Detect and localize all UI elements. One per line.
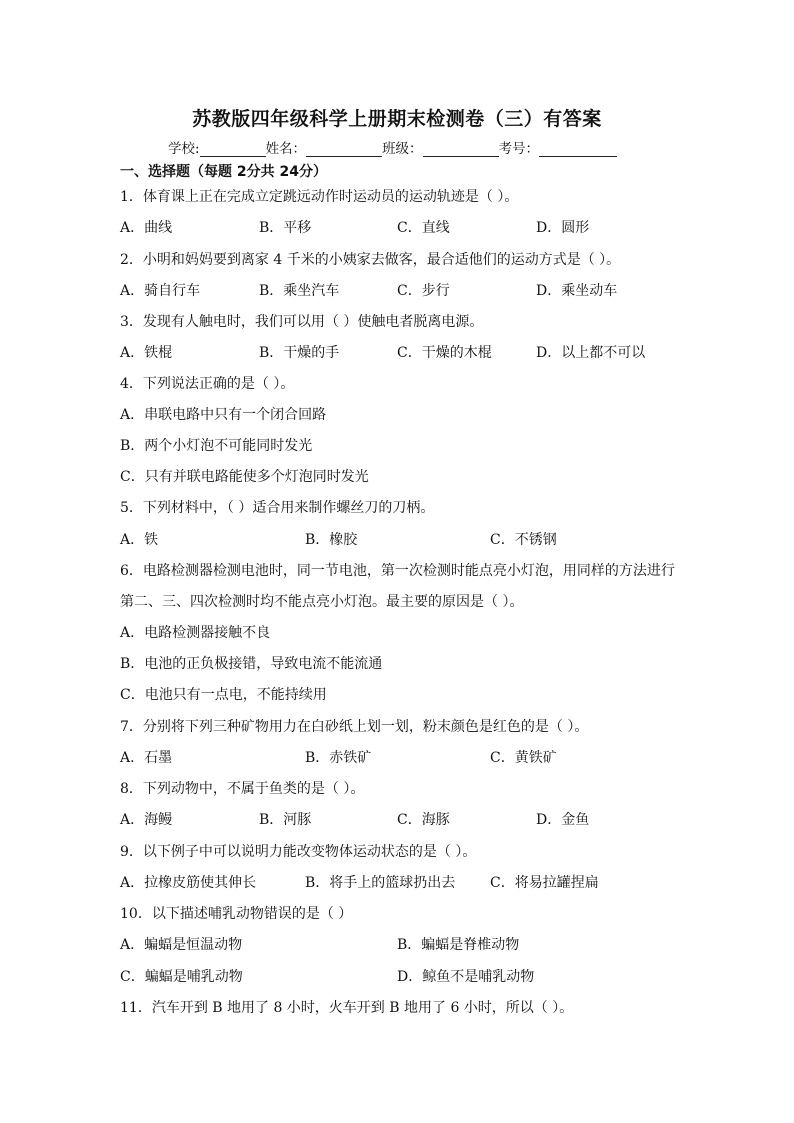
- option-2a[interactable]: A．骑自行车: [120, 283, 201, 299]
- option-10b[interactable]: B．蝙蝠是脊椎动物: [397, 937, 520, 953]
- option-7b[interactable]: B．赤铁矿: [305, 750, 372, 766]
- question-1: 1．体育课上正在完成立定跳远动作时运动员的运动轨迹是（ ）。: [120, 189, 519, 205]
- class-label: 班级：: [382, 141, 423, 157]
- option-9a[interactable]: A．拉橡皮筋使其伸长: [120, 875, 257, 891]
- question-10: 10．以下描述哺乳动物错误的是（ ）: [120, 906, 353, 922]
- option-2c[interactable]: C．步行: [397, 283, 450, 299]
- question-6-cont: 第二、三、四次检测时均不能点亮小灯泡。最主要的原因是（ ）。: [120, 594, 524, 610]
- option-9b[interactable]: B．将手上的篮球扔出去: [305, 875, 456, 891]
- option-9c[interactable]: C．将易拉罐捏扁: [490, 875, 599, 891]
- question-5: 5．下列材料中，（ ）适合用来制作螺丝刀的刀柄。: [120, 500, 435, 516]
- option-8c[interactable]: C．海豚: [397, 812, 450, 828]
- option-3b[interactable]: B．干燥的手: [259, 345, 340, 361]
- option-8d[interactable]: D．金鱼: [536, 812, 590, 828]
- option-2b[interactable]: B．乘坐汽车: [259, 283, 340, 299]
- exam-no-blank[interactable]: [539, 142, 617, 157]
- option-3a[interactable]: A．铁棍: [120, 345, 173, 361]
- option-10a[interactable]: A．蝙蝠是恒温动物: [120, 937, 243, 953]
- option-5b[interactable]: B．橡胶: [305, 532, 358, 548]
- question-7: 7．分别将下列三种矿物用力在白砂纸上划一划，粉末颜色是红色的是（ ）。: [120, 719, 589, 735]
- question-3: 3．发现有人触电时，我们可以用（ ）使触电者脱离电源。: [120, 314, 484, 330]
- question-11: 11．汽车开到 B 地用了 8 小时，火车开到 B 地用了 6 小时，所以（ ）。: [120, 1000, 574, 1016]
- option-5a[interactable]: A．铁: [120, 532, 159, 548]
- question-4: 4．下列说法正确的是（ ）。: [120, 376, 295, 392]
- question-6: 6．电路检测器检测电池时，同一节电池，第一次检测时能点亮小灯泡，用同样的方法进行: [120, 563, 675, 579]
- option-3c[interactable]: C．干燥的木棍: [397, 345, 492, 361]
- option-10d[interactable]: D．鲸鱼不是哺乳动物: [397, 969, 535, 985]
- question-8: 8．下列动物中，不属于鱼类的是（ ）。: [120, 781, 365, 797]
- option-8b[interactable]: B．河豚: [259, 812, 312, 828]
- student-info-line: [168, 137, 617, 157]
- option-3d[interactable]: D．以上都不可以: [536, 345, 646, 361]
- option-7a[interactable]: A．石墨: [120, 750, 173, 766]
- question-9: 9．以下例子中可以说明力能改变物体运动状态的是（ ）。: [120, 844, 477, 860]
- section-heading: 一、选择题（每题 2分共 24分）: [120, 164, 327, 180]
- option-1d[interactable]: D．圆形: [536, 220, 590, 236]
- option-10c[interactable]: C．蝙蝠是哺乳动物: [120, 969, 243, 985]
- question-2: 2．小明和妈妈要到离家 4 千米的小姨家去做客，最合适他们的运动方式是（ ）。: [120, 252, 621, 268]
- class-blank[interactable]: [423, 142, 499, 157]
- name-label: 姓名：: [265, 141, 307, 157]
- page-title: 苏教版四年级科学上册期末检测卷（三）有答案: [192, 108, 602, 130]
- school-label: 学校:: [168, 141, 200, 157]
- option-5c[interactable]: C．不锈钢: [490, 532, 557, 548]
- exam-no-label: 考号：: [498, 141, 540, 157]
- option-6a[interactable]: A．电路检测器接触不良: [120, 625, 271, 641]
- option-7c[interactable]: C．黄铁矿: [490, 750, 557, 766]
- school-blank[interactable]: [200, 142, 266, 157]
- option-6b[interactable]: B．电池的正负极接错，导致电流不能流通: [120, 656, 383, 672]
- option-4b[interactable]: B．两个小灯泡不可能同时发光: [120, 438, 313, 454]
- option-1c[interactable]: C．直线: [397, 220, 450, 236]
- option-4c[interactable]: C．只有并联电路能使多个灯泡同时发光: [120, 469, 369, 485]
- option-6c[interactable]: C．电池只有一点电，不能持续用: [120, 687, 327, 703]
- option-8a[interactable]: A．海鳗: [120, 812, 173, 828]
- option-1a[interactable]: A．曲线: [120, 220, 173, 236]
- option-2d[interactable]: D．乘坐动车: [536, 283, 618, 299]
- option-1b[interactable]: B．平移: [259, 220, 312, 236]
- name-blank[interactable]: [306, 142, 382, 157]
- option-4a[interactable]: A．串联电路中只有一个闭合回路: [120, 407, 327, 423]
